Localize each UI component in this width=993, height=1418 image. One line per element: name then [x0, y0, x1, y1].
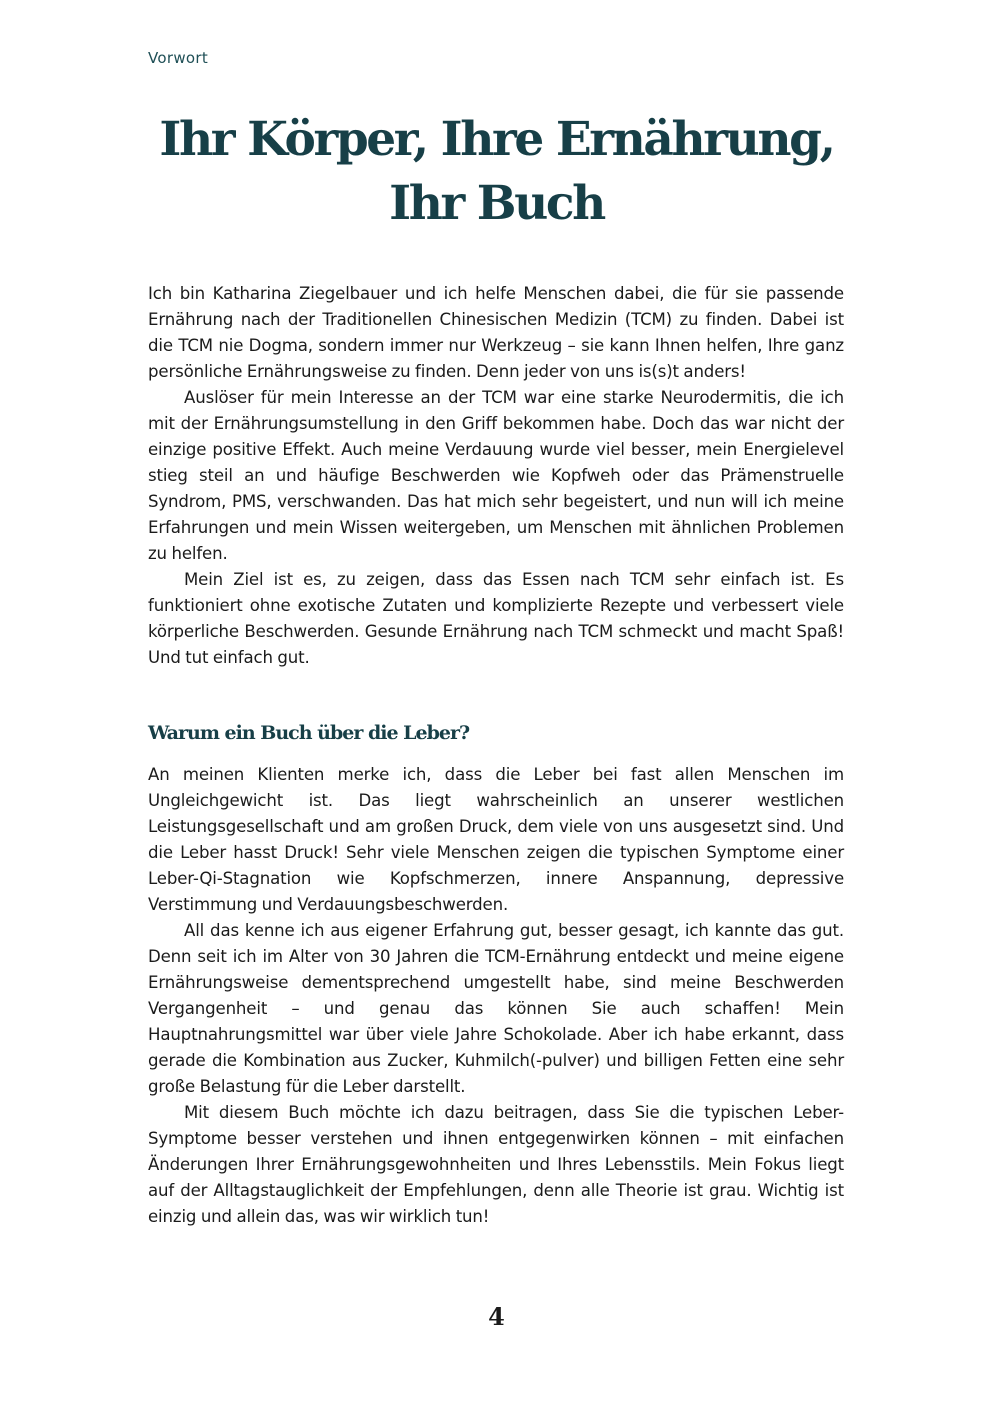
page-number: 4: [488, 1302, 505, 1331]
section-label: Vorwort: [148, 49, 209, 67]
section-text-block: [148, 762, 844, 1230]
intro-paragraph-1: Ich bin Katharina Ziegelbauer und ich helfe Menschen dabei, die für sie passende Ernährung nach der Traditionellen Chinesischen Medizin (TCM) zu finden. Dabei ist die TCM nie Dogma, sondern immer nur Werkzeug – sie kann Ihnen helfen, Ihre ganz persönliche Ernährungsweise zu finden. Denn jeder von uns is(s)t anders!: [148, 284, 844, 381]
section-paragraph-3: Mit diesem Buch möchte ich dazu beitragen, dass Sie die typischen Leber-Symptome besser verstehen und ihnen entgegenwirken können – mit einfachen Änderungen Ihrer Ernährungsgewohnheiten und Ihres Lebensstils. Mein Fokus liegt auf der Alltagstauglichkeit der Empfehlungen, denn alle Theorie ist grau. Wichtig ist einzig und allein das, was wir wirklich tun!: [148, 1103, 844, 1226]
section-paragraph-1: An meinen Klienten merke ich, dass die Leber bei fast allen Menschen im Ungleichgewicht ist. Das liegt wahrscheinlich an unserer westlichen Leistungsgesellschaft und am großen Druck, dem viele von uns ausgesetzt sind. Und die Leber hasst Druck! Sehr viele Menschen zeigen die typischen Symptome einer Leber-Qi-Stagnation wie Kopfschmerzen, innere Anspannung, depressive Verstimmung und Verdauungsbeschwerden.: [148, 765, 844, 914]
page-title: [100, 108, 893, 236]
intro-text-block: [148, 281, 844, 671]
intro-paragraph-2: Auslöser für mein Interesse an der TCM war eine starke Neurodermitis, die ich mit der Ernährungsumstellung in den Griff bekommen habe. Doch das war nicht der einzige positive Effekt. Auch meine Verdauung wurde viel besser, mein Energielevel stieg steil an und häufige Beschwerden wie Kopfweh oder das Prämenstruelle Syndrom, PMS, verschwanden. Das hat mich sehr begeistert, und nun will ich meine Erfahrungen und mein Wissen weitergeben, um Menschen mit ähnlichen Problemen zu helfen.: [148, 388, 844, 563]
page-title-line-2: Ihr Buch: [389, 176, 604, 231]
section-heading: Warum ein Buch über die Leber?: [148, 722, 470, 744]
intro-paragraph-3: Mein Ziel ist es, zu zeigen, dass das Essen nach TCM sehr einfach ist. Es funktioniert ohne exotische Zutaten und komplizierte Rezepte und verbessert viele körperliche Beschwerden. Gesunde Ernährung nach TCM schmeckt und macht Spaß! Und tut einfach gut.: [148, 570, 844, 667]
page-title-line-1: Ihr Körper, Ihre Ernährung,: [159, 112, 834, 167]
section-paragraph-2: All das kenne ich aus eigener Erfahrung gut, besser gesagt, ich kannte das gut. Denn seit ich im Alter von 30 Jahren die TCM-Ernährung entdeckt und meine eigene Ernährungsweise dementsprechend umgestellt habe, sind meine Beschwerden Vergangenheit – und genau das können Sie auch schaffen! Mein Hauptnahrungsmittel war über viele Jahre Schokolade. Aber ich habe erkannt, dass gerade die Kombination aus Zucker, Kuhmilch(-pulver) und billigen Fetten eine sehr große Belastung für die Leber darstellt.: [148, 921, 844, 1096]
